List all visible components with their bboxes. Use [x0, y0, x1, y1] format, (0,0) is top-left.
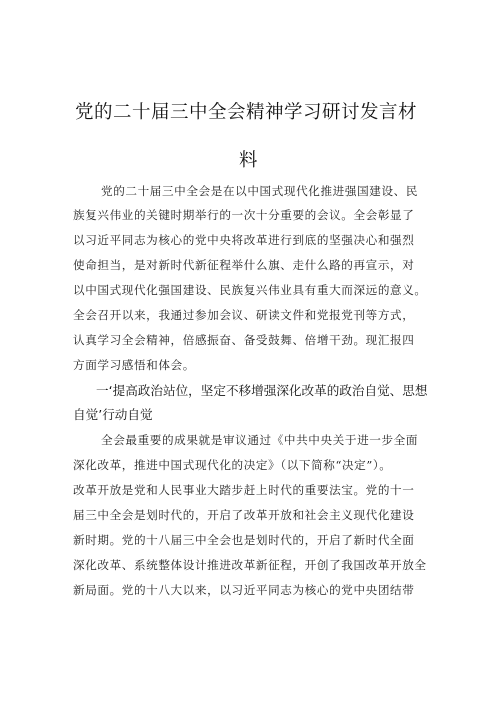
paragraph-2-line-3: 改革开放是党和人民事业大踏步赶上时代的重要法宝。党的十一 [73, 483, 415, 497]
paragraph-1-line-5: 以中国式现代化强国建设、民族复兴伟业具有重大而深远的意义。 [73, 283, 427, 297]
document-title-line-1: 党的二十届三中全会精神学习研讨发言材 [75, 102, 418, 123]
section-heading-1-line-2: 自觉’行动自觉 [73, 407, 153, 422]
paragraph-2-line-4: 届三中全会是划时代的，开启了改革开放和社会主义现代化建设 [73, 508, 415, 522]
paragraph-1-line-4: 使命担当，是对新时代新征程举什么旗、走什么路的再宣示，对 [73, 258, 415, 272]
paragraph-1-line-8: 方面学习感悟和体会。 [73, 358, 195, 372]
document-title-line-2: 料 [239, 150, 259, 171]
section-heading-1-line-1: 一‘提高政治站位，坚定不移增强深化改革的政治自觉、思想 [96, 383, 428, 398]
paragraph-2-line-2: 深化改革，推进中国式现代化的决定》（以下简称“决定”）。 [73, 458, 392, 472]
paragraph-1-line-2: 族复兴伟业的关键时期举行的一次十分重要的会议。全会彰显了 [73, 208, 415, 222]
paragraph-1-line-1: 党的二十届三中全会是在以中国式现代化推进强国建设、民 [101, 184, 419, 198]
paragraph-1-line-6: 全会召开以来，我通过参加会议、研读文件和党报党刊等方式， [73, 308, 415, 322]
paragraph-2-line-1: 全会最重要的成果就是审议通过《中共中央关于进一步全面 [101, 433, 419, 447]
paragraph-2-line-6: 深化改革、系统整体设计推进改革新征程，开创了我国改革开放全 [73, 558, 427, 572]
paragraph-1-line-3: 以习近平同志为核心的党中央将改革进行到底的坚强决心和强烈 [73, 233, 415, 247]
paragraph-2-line-7: 新局面。党的十八大以来，以习近平同志为核心的党中央团结带 [73, 583, 415, 597]
paragraph-2-line-5: 新时期。党的十八届三中全会也是划时代的，开启了新时代全面 [73, 533, 415, 547]
paragraph-1-line-7: 认真学习全会精神，倍感振奋、备受鼓舞、倍增干劲。现汇报四 [73, 333, 415, 347]
